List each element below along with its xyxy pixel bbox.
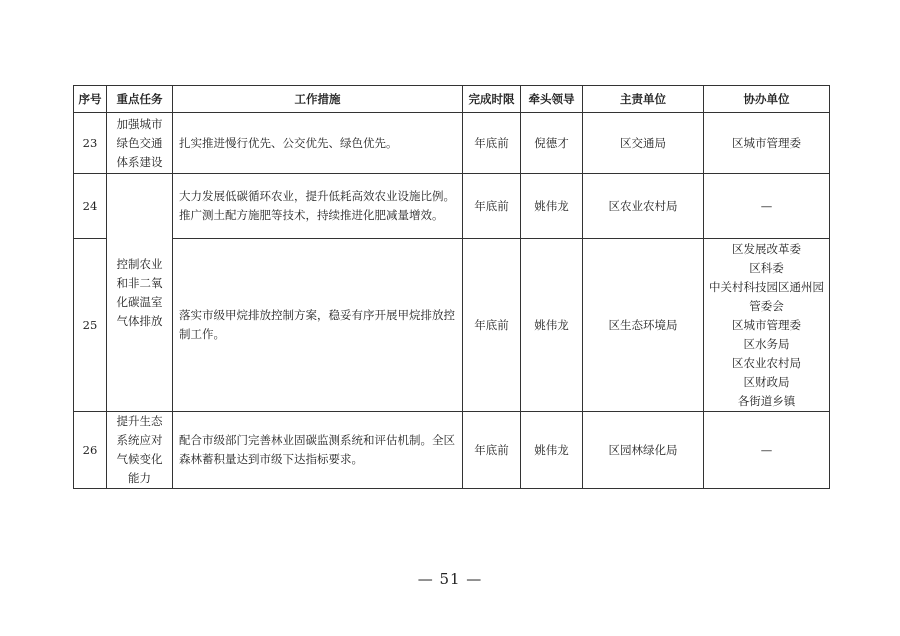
cell-measure: 扎实推进慢行优先、公交优先、绿色优先。 [173, 113, 463, 174]
table-row [74, 412, 830, 489]
assist-unit: 区城市管理委 [732, 135, 801, 150]
header-deadline: 完成时限 [463, 86, 521, 113]
header-assist-unit: 协办单位 [704, 86, 830, 113]
cell-deadline: 年底前 [463, 174, 521, 239]
cell-no: 26 [74, 412, 107, 489]
header-measure: 工作措施 [173, 86, 463, 113]
cell-assist-units [704, 239, 830, 412]
header-task: 重点任务 [107, 86, 173, 113]
assist-unit: — [760, 198, 773, 213]
cell-task: 控制农业和非二氧化碳温室气体排放 [107, 174, 173, 412]
assist-unit: 区水务局 [743, 336, 790, 351]
cell-assist-units [704, 113, 830, 174]
cell-leader: 倪德才 [521, 113, 583, 174]
assist-unit: 区发展改革委 [732, 241, 801, 256]
table-row [74, 174, 830, 239]
assist-unit: — [760, 442, 773, 457]
assist-unit: 区城市管理委 [732, 317, 801, 332]
cell-task: 加强城市绿色交通体系建设 [107, 113, 173, 174]
header-no: 序号 [74, 86, 107, 113]
cell-main-unit: 区农业农村局 [583, 174, 704, 239]
cell-measure: 落实市级甲烷排放控制方案，稳妥有序开展甲烷排放控制工作。 [173, 239, 463, 412]
header-main-unit: 主责单位 [583, 86, 704, 113]
header-leader: 牵头领导 [521, 86, 583, 113]
cell-deadline: 年底前 [463, 113, 521, 174]
cell-leader: 姚伟龙 [521, 239, 583, 412]
cell-main-unit: 区交通局 [583, 113, 704, 174]
cell-measure: 配合市级部门完善林业固碳监测系统和评估机制。全区森林蓄积量达到市级下达指标要求。 [173, 412, 463, 489]
table-row [74, 239, 830, 412]
page-number: — 51 — [417, 570, 483, 588]
table-header-row [74, 86, 830, 113]
cell-leader: 姚伟龙 [521, 174, 583, 239]
cell-no: 25 [74, 239, 107, 412]
assist-unit: 区农业农村局 [732, 355, 801, 370]
cell-main-unit: 区园林绿化局 [583, 412, 704, 489]
task-table [73, 85, 830, 489]
cell-assist-units [704, 174, 830, 239]
assist-unit: 各街道乡镇 [737, 393, 796, 408]
table-row [74, 113, 830, 174]
assist-unit: 中关村科技园区通州园管委会 [709, 279, 824, 313]
cell-leader: 姚伟龙 [521, 412, 583, 489]
cell-task: 提升生态系统应对气候变化能力 [107, 412, 173, 489]
cell-deadline: 年底前 [463, 412, 521, 489]
assist-unit: 区财政局 [743, 374, 790, 389]
cell-assist-units [704, 412, 830, 489]
cell-measure: 大力发展低碳循环农业，提升低耗高效农业设施比例。推广测土配方施肥等技术，持续推进化肥减量增效。 [173, 174, 463, 239]
assist-unit: 区科委 [749, 260, 784, 275]
cell-no: 23 [74, 113, 107, 174]
cell-no: 24 [74, 174, 107, 239]
cell-deadline: 年底前 [463, 239, 521, 412]
cell-main-unit: 区生态环境局 [583, 239, 704, 412]
